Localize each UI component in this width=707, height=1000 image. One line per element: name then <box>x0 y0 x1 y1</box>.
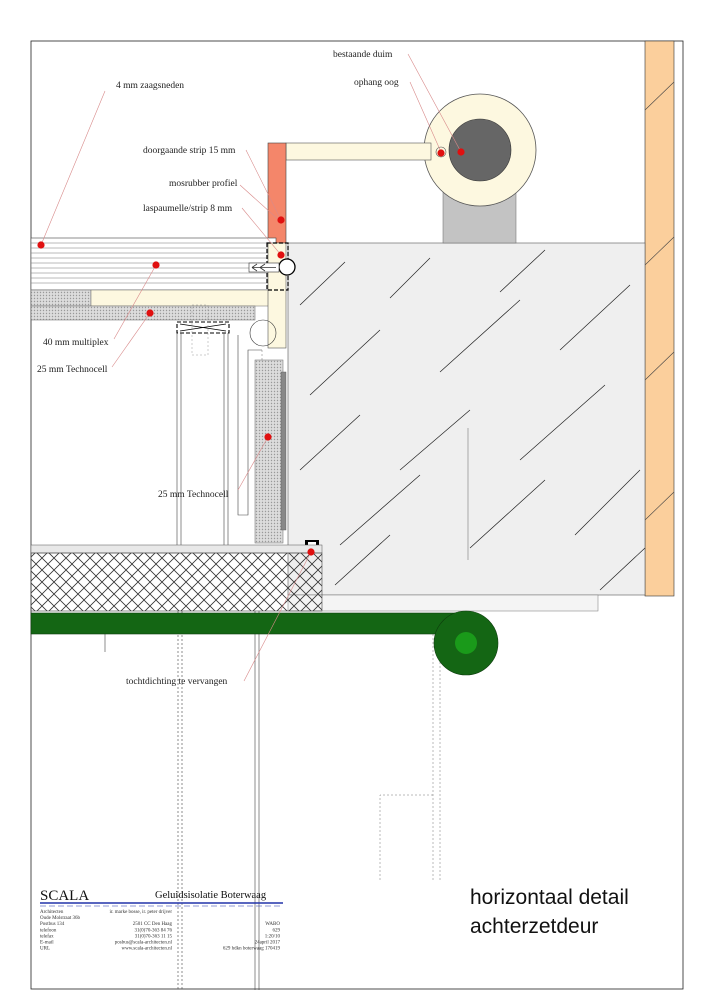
title-block-text: 629 <box>272 928 280 934</box>
title-block-text: 1:20/10 <box>264 934 280 940</box>
label-doorgaande-strip: doorgaande strip 15 mm <box>143 146 236 156</box>
title-block-text: 24april 2017 <box>254 940 280 946</box>
title-block-text: WABO <box>265 922 280 928</box>
title-block-text: telefax <box>40 934 54 940</box>
concrete-block <box>288 243 645 611</box>
label-ophang-oog: ophang oog <box>354 78 399 88</box>
title-block-text: 31(0)70-363 84 76 <box>134 928 172 934</box>
title-block-col-labels <box>40 910 80 952</box>
drawing-title-line-1: horizontaal detail <box>470 886 629 909</box>
hinge-pin-arrow <box>249 263 279 272</box>
firm-name: SCALA <box>40 888 90 904</box>
title-block-text: www.scala-architecten.nl <box>121 946 172 952</box>
through-strip-15mm <box>268 143 286 243</box>
label-technocell-2: 25 mm Technocell <box>158 490 229 500</box>
title-block-text: Postbus 134 <box>40 922 65 928</box>
label-multiplex: 40 mm multiplex <box>43 338 109 348</box>
frame-strip <box>268 243 286 348</box>
title-block-text: URL <box>40 946 50 952</box>
label-tochtdichting: tochtdichting te vervangen <box>126 677 228 687</box>
sliding-rail-and-roller <box>31 611 498 675</box>
title-block-col-meta <box>223 922 281 951</box>
title-block-text: posbus@scala-architecten.nl <box>114 940 172 946</box>
threshold-insulation <box>31 545 322 611</box>
title-block-text: ir. marke bosse, ir. peter drijver <box>109 910 172 915</box>
project-name: Geluidsisolatie Boterwaag <box>155 890 267 901</box>
title-block-col-values <box>110 910 173 952</box>
existing-wall <box>645 41 674 596</box>
title-block <box>40 888 283 952</box>
title-block-text: 2501 CC Den Haag <box>132 922 172 928</box>
title-block-text: E-mail <box>40 940 54 946</box>
title-block-text: Oude Molstraat 36b <box>40 916 80 922</box>
drawing-title-line-2: achterzetdeur <box>470 915 599 938</box>
label-zaagsneden: 4 mm zaagsneden <box>116 81 185 91</box>
existing-pin-duim <box>424 94 536 243</box>
label-mosrubber: mosrubber profiel <box>169 179 238 189</box>
title-block-text: 629 hdkn boterwaag 170419 <box>222 946 280 952</box>
label-technocell-1: 25 mm Technocell <box>37 365 108 375</box>
title-block-text: 31(0)70-363 11 15 <box>134 934 172 940</box>
label-bestaande-duim: bestaande duim <box>333 50 393 60</box>
title-block-text: telefoon <box>40 928 57 934</box>
label-laspaumelle: laspaumelle/strip 8 mm <box>143 204 233 214</box>
title-block-text: Architecten <box>40 910 64 915</box>
hanging-eye-ophang-oog <box>286 143 446 160</box>
